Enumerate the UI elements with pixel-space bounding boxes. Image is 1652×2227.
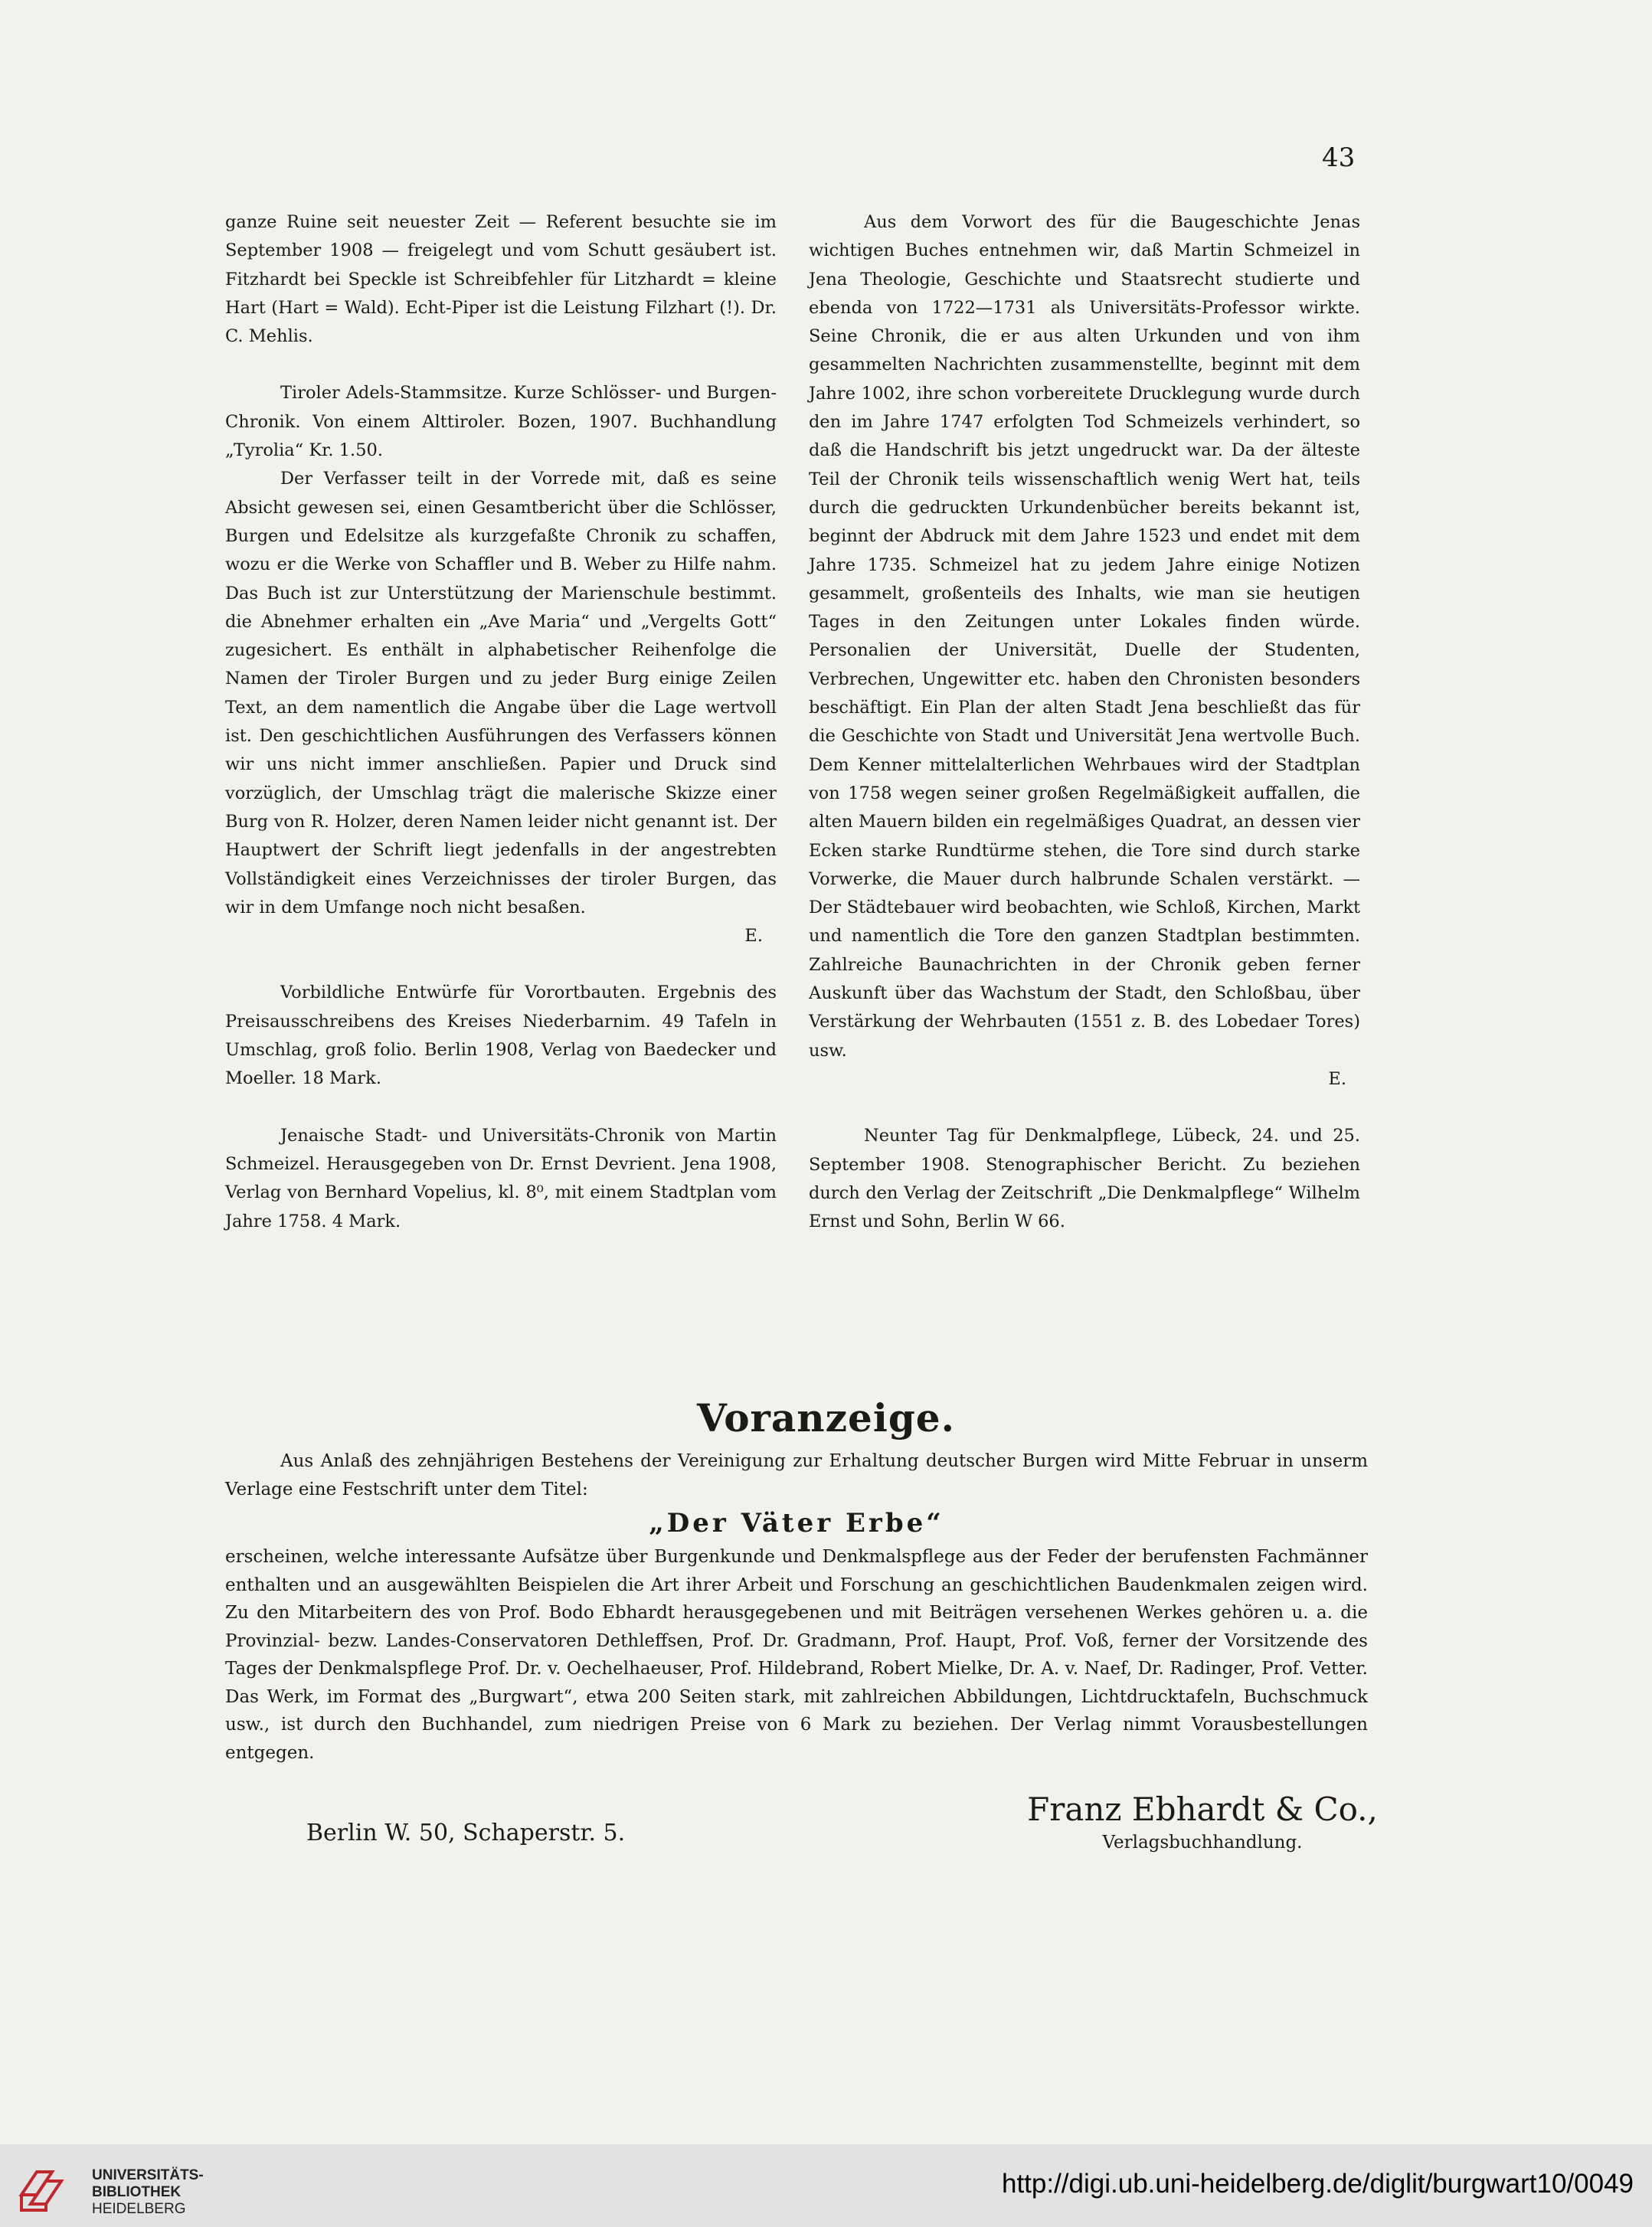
digitization-footer (0, 2144, 1652, 2227)
announcement-text: erscheinen, welche interessante Aufsätze über Burgenkunde und Denkmalspflege aus der Feder der berufensten Fachmänner enthalten und an ausgewählten Beispielen die Art ihrer Arbeit und Forschung an geschichtlichen Baudenkmalen zeigen wird. Zu den Mitarbeitern des von Prof. Bodo Ebhardt herausgegebenen und mit Beiträgen versehenen Werkes gehören u. a. die Provinzial- bezw. Landes-Conservatoren Dethleffsen, Prof. Dr. Gradmann, Prof. Haupt, Prof. Voß, ferner der Vorsitzende des Tages der Denkmalspflege Prof. Dr. v. Oechelhaeuser, Prof. Hildebrand, Robert Mielke, Dr. A. v. Naef, Dr. Radinger, Prof. Vetter. Das Werk, im Format des „Burgwart“, etwa 200 Seiten stark, mit zahlreichen Abbildungen, Lichtdrucktafeln, Buchschmuck usw., ist durch den Buchhandel, zum niedrigen Preise von 6 Mark zu beziehen. Der Verlag nimmt Vorausbestellungen entgegen. (225, 1547, 1368, 1763)
announcement-body (225, 1447, 1368, 1767)
left-column (225, 208, 777, 1236)
review-signature: E. (1328, 1068, 1346, 1089)
page-number: 43 (1322, 142, 1356, 173)
review-text-jenaische-chronik: Aus dem Vorwort des für die Baugeschichte Jenas wichtigen Buches entnehmen wir, daß Martin Schmeizel in Jena Theologie, Geschichte und Staatsrecht studierte und ebenda von 1722—1731 als Universitäts-Professor wirkte. Seine Chronik, die er aus alten Urkunden und von ihm gesammelten Nachrichten zusammenstellte, beginnt mit dem Jahre 1002, ihre schon vorbereitete Drucklegung wurde durch den im Jahre 1747 erfolgten Tod Schmeizels verhindert, so daß die Handschrift bis jetzt ungedruckt war. Da der älteste Teil der Chronik teils wissenschaftlich wenig Wert hat, teils durch die gedruckten Urkundenbücher bereits bekannt ist, beginnt der Abdruck mit dem Jahre 1523 und endet mit dem Jahre 1735. Schmeizel hat zu jedem Jahre einige Notizen gesammelt, großenteils des Inhalts, wie man sie heutigen Tages in den Zeitungen unter Lokales finden würde. Personalien der Universität, Duelle der Studenten, Verbrechen, Ungewitter etc. haben den Chronisten besonders beschäftigt. Ein Plan der alten Stadt Jena beschließt das für die Geschichte von Stadt und Universität Jena wertvolle Buch. Dem Kenner mittelalterlichen Wehrbaues wird der Stadtplan von 1758 wegen seiner großen Regelmäßigkeit auffallen, die alten Mauern bilden ein regelmäßiges Quadrat, an dessen vier Ecken starke Rundtürme stehen, die Tore sind durch starke Vorwerke, die Mauer durch halbrunde Schalen verstärkt. — Der Städtebauer wird beobachten, wie Schloß, Kirchen, Markt und namentlich die Tore den ganzen Stadtplan bestimmten. Zahlreiche Baunachrichten in der Chronik geben ferner Auskunft über das Wachstum der Stadt, den Schloßbau, über Verstärkung der Wehrbauten (1551 z. B. des Lobedaer Tores) usw. (809, 212, 1360, 1061)
library-name-line: UNIVERSITÄTS- (92, 2167, 204, 2183)
publisher-signature (1026, 1789, 1379, 1855)
review-vorbildliche-entwuerfe: Vorbildliche Entwürfe für Vorortbauten. Ergebnis des Preisausschreibens des Kreises Niederbarnim. 49 Tafeln in Umschlag, groß folio. Berlin 1908, Verlag von Baedecker und Moeller. 18 Mark. (225, 983, 777, 1089)
review-text-tiroler-adels-stammsitze: Der Verfasser teilt in der Vorrede mit, daß es seine Absicht gewesen sei, einen Gesamtbericht über die Schlösser, Burgen und Edelsitze als kurzgefaßte Chronik zu schaffen, wozu er die Werke von Schaffler und B. Weber zu Hilfe nahm. Das Buch ist zur Unterstützung der Marienschule bestimmt. die Abnehmer erhalten ein „Ave Maria“ und „Vergelts Gott“ zugesichert. Es enthält in alphabetischer Reihenfolge die Namen der Tiroler Burgen und zu jeder Burg einige Zeilen Text, an dem namentlich die Angabe über die Lage wertvoll ist. Den geschichtlichen Ausführungen des Verfassers können wir uns nicht immer anschließen. Papier und Druck sind vorzüglich, der Umschlag trägt die malerische Skizze einer Burg von R. Holzer, deren Namen leider nicht genannt ist. Der Hauptwert der Schrift liegt jedenfalls in der angestrebten Vollständigkeit eines Verzeichnisses der tiroler Burgen, das wir in dem Umfange noch nicht besaßen. (225, 469, 777, 917)
announcement-heading: Voranzeige. (696, 1395, 956, 1441)
library-logo-icon (17, 2164, 72, 2215)
review-jenaische-chronik: Jenaische Stadt- und Universitäts-Chronik von Martin Schmeizel. Herausgegeben von Dr. Ernst Devrient. Jena 1908, Verlag von Bernhard Vopelius, kl. 8⁰, mit einem Stadtplan vom Jahre 1758. 4 Mark. (225, 1125, 777, 1231)
review-denkmalpflege-bericht: Neunter Tag für Denkmalpflege, Lübeck, 24. und 25. September 1908. Stenographischer Bericht. Zu beziehen durch den Verlag der Zeitschrift „Die Denkmalpflege“ Wilhelm Ernst und Sohn, Berlin W 66. (809, 1126, 1360, 1232)
publisher-address: Berlin W. 50, Schaperstr. 5. (306, 1820, 626, 1846)
publisher-role: Verlagsbuchhandlung. (1102, 1833, 1303, 1853)
publisher-name: Franz Ebhardt & Co., (1027, 1790, 1378, 1828)
source-url-link[interactable]: http://digi.ub.uni-heidelberg.de/diglit/burgwart10/0049 (1001, 2169, 1634, 2199)
library-name-line: HEIDELBERG (92, 2201, 186, 2217)
review-heading-tiroler-adels-stammsitze: Tiroler Adels-Stammsitze. Kurze Schlösser- und Burgen-Chronik. Von einem Alttiroler. Bozen, 1907. Buchhandlung „Tyrolia“ Kr. 1.50. (225, 383, 777, 461)
review-continuation: ganze Ruine seit neuester Zeit — Referent besuchte sie im September 1908 — freigelegt und vom Schutt gesäubert ist. Fitzhardt bei Speckle ist Schreibfehler für Litzhardt = kleine Hart (Hart = Wald). Echt-Piper ist die Leistung Filzhart (!). Dr. C. Mehlis. (225, 212, 777, 347)
library-name-line: BIBLIOTHEK (92, 2184, 182, 2200)
review-signature: E. (744, 926, 763, 947)
announcement-intro: Aus Anlaß des zehnjährigen Bestehens der Vereinigung zur Erhaltung deutscher Burgen wird Mitte Februar in unserm Verlage eine Festschrift unter dem Titel: (225, 1451, 1368, 1499)
announcement-book-title: „Der Väter Erbe“ (649, 1508, 944, 1539)
library-name (92, 2167, 204, 2218)
right-column (809, 208, 1360, 1236)
